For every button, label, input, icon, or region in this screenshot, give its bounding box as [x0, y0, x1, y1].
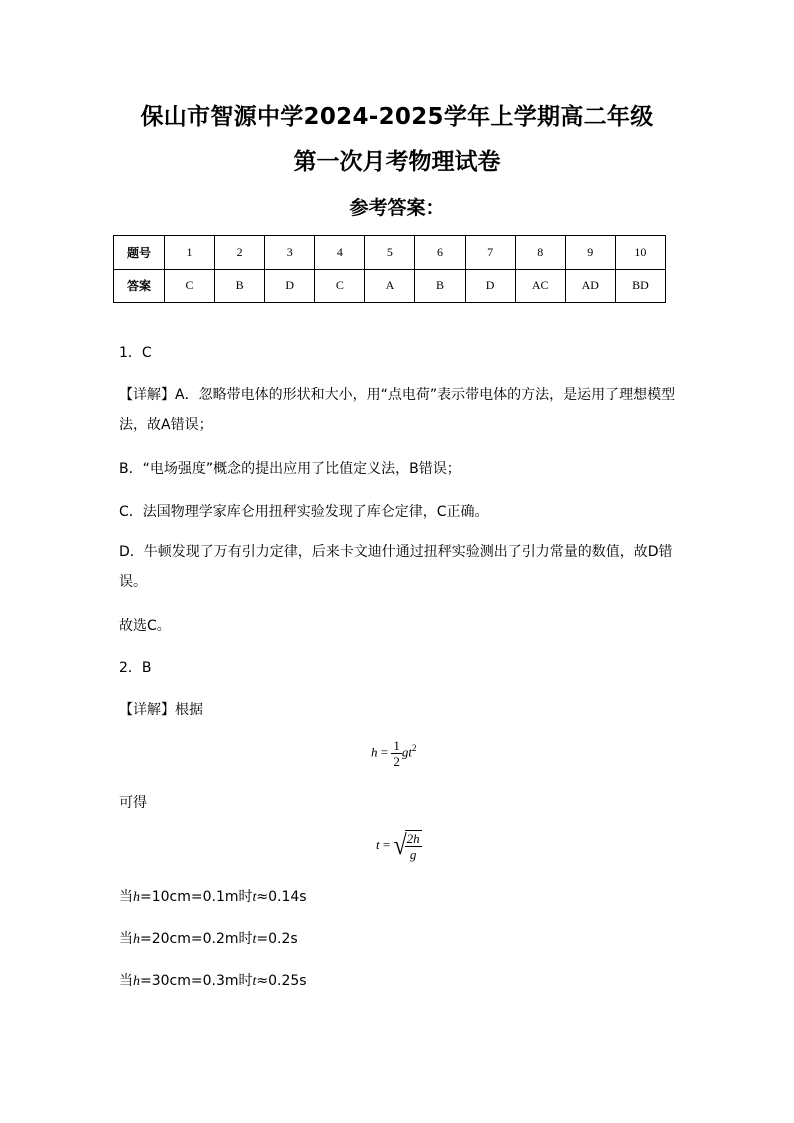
- q1-number: 1．C: [119, 345, 152, 361]
- table-cell: A: [365, 269, 415, 303]
- fraction: $\frac{1}{2}$: [393, 738, 400, 769]
- table-cell: 3: [265, 236, 315, 270]
- table-cell: BD: [615, 269, 665, 303]
- table-cell: C: [315, 269, 365, 303]
- table-cell: 8: [515, 236, 565, 270]
- table-cell: 7: [465, 236, 515, 270]
- table-cell: AD: [565, 269, 615, 303]
- answer-row: [114, 269, 666, 303]
- table-cell: 2: [215, 236, 265, 270]
- q2-then: 可得: [119, 795, 147, 811]
- row-label-number: 题号: [114, 236, 165, 270]
- exam-title-line2: 第一次月考物理试卷: [293, 149, 501, 175]
- table-cell: 5: [365, 236, 415, 270]
- q2-case-3: 当h=30cm=0.3m时t≈0.25s: [119, 973, 307, 989]
- q1-detail-a-line2: 法，故A错误；: [119, 417, 213, 433]
- table-cell: 9: [565, 236, 615, 270]
- q2-case-2: 当h=20cm=0.2m时t=0.2s: [119, 931, 298, 947]
- table-cell: AC: [515, 269, 565, 303]
- table-cell: D: [265, 269, 315, 303]
- table-cell: C: [165, 269, 215, 303]
- table-cell: 10: [615, 236, 665, 270]
- q1-conclusion: 故选C。: [119, 618, 171, 634]
- question-number-row: [114, 236, 666, 270]
- q2-detail-intro: 【详解】根据: [119, 702, 203, 718]
- row-label-answer: 答案: [114, 269, 165, 303]
- q2-case-1: 当h=10cm=0.1m时t≈0.14s: [119, 889, 307, 905]
- table-cell: 1: [165, 236, 215, 270]
- table-cell: 4: [315, 236, 365, 270]
- exam-title-line1: 保山市智源中学2024-2025学年上学期高二年级: [140, 104, 654, 130]
- table-cell: 6: [415, 236, 465, 270]
- formula-fall-time: t = √ $\frac{2h}{g}$: [376, 831, 420, 862]
- q1-detail-d-line1: D．牛顿发现了万有引力定律，后来卡文迪什通过扭秤实验测出了引力常量的数值，故D错: [119, 544, 673, 560]
- answers-heading: 参考答案：: [349, 197, 445, 219]
- table-cell: D: [465, 269, 515, 303]
- answer-table: [113, 235, 666, 303]
- q1-detail-b: B．“电场强度”概念的提出应用了比值定义法，B错误；: [119, 461, 461, 477]
- square-root: √ $\frac{2h}{g}$: [393, 831, 420, 862]
- q1-detail-a-line1: 【详解】A．忽略带电体的形状和大小，用“点电荷”表示带电体的方法，是运用了理想模型: [119, 387, 676, 403]
- formula-free-fall-height: h = $\frac{1}{2}$ $gt^2$: [371, 738, 417, 769]
- q1-detail-c: C．法国物理学家库仑用扭秤实验发现了库仑定律，C正确。: [119, 504, 489, 520]
- q2-number: 2．B: [119, 660, 152, 676]
- q1-detail-d-line2: 误。: [119, 574, 147, 590]
- table-cell: B: [415, 269, 465, 303]
- table-cell: B: [215, 269, 265, 303]
